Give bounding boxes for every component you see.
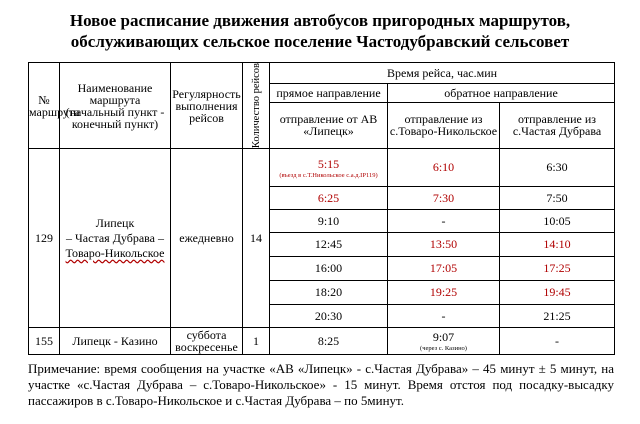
time-cell: 20:30 — [270, 305, 388, 328]
time-cell — [270, 149, 388, 187]
header-dep-tovaro: отправление из с.Товаро-Никольское — [388, 102, 500, 148]
schedule-table — [28, 62, 615, 355]
header-trip-count-text: Количество рейсов — [250, 63, 262, 149]
table-row — [29, 328, 615, 355]
footnote: Примечание: время сообщения на участке «АВ «Липецк» - с.Частая Дубрава» – 45 минут ± 5 минут, на участке «с.Частая Дубрава – с.Товаро-Никольское» - 15 минут. Время отстоя под посадку-высадку пассажиров в с.Товаро-Никольское и с.Частая Дубрава – по 5минут. — [28, 361, 614, 408]
time-cell: 17:05 — [388, 257, 500, 281]
time-cell: 9:10 — [270, 210, 388, 233]
route-129-regularity: ежедневно — [171, 149, 243, 328]
time-cell: 19:45 — [500, 281, 615, 305]
header-forward: прямое направление — [270, 84, 388, 103]
title-line-2: обслуживающих сельское поселение Частодубравский сельсовет — [70, 32, 570, 51]
time-cell: 13:50 — [388, 233, 500, 257]
title-line-1: Новое расписание движения автобусов пригородных маршрутов, — [69, 11, 571, 30]
time-note: (через с. Казино) — [420, 345, 467, 353]
route-129-count: 14 — [243, 149, 270, 328]
time-value: 9:07 — [432, 330, 455, 345]
route-155-regularity: суббота воскресенье — [171, 328, 243, 355]
time-cell: 6:30 — [500, 149, 615, 187]
time-cell: 12:45 — [270, 233, 388, 257]
time-cell: 16:00 — [270, 257, 388, 281]
time-cell: 19:25 — [388, 281, 500, 305]
time-cell: 6:25 — [270, 187, 388, 210]
time-cell: 21:25 — [500, 305, 615, 328]
route-155-number: 155 — [29, 328, 60, 355]
route-129-name-line-3: Товаро-Никольское — [65, 245, 165, 260]
time-cell: 10:05 — [500, 210, 615, 233]
route-129-name-line-1: Липецк — [95, 215, 135, 230]
time-cell — [388, 328, 500, 355]
header-route-number: № маршрута — [29, 63, 60, 149]
header-dep-lipetsk: отправление от АВ «Липецк» — [270, 102, 388, 148]
time-cell: - — [388, 305, 500, 328]
route-129-name-line-2: – Частая Дубрава – — [66, 230, 164, 245]
route-155-count: 1 — [243, 328, 270, 355]
header-dep-chastaya: отправление из с.Частая Дубрава — [500, 102, 615, 148]
route-129-name — [60, 149, 171, 328]
table-row — [29, 149, 615, 187]
document-title — [0, 10, 640, 52]
time-cell: 14:10 — [500, 233, 615, 257]
time-cell: 7:50 — [500, 187, 615, 210]
route-155-name: Липецк - Казино — [60, 328, 171, 355]
route-129-number: 129 — [29, 149, 60, 328]
time-cell: 18:20 — [270, 281, 388, 305]
time-cell: - — [500, 328, 615, 355]
time-cell: 8:25 — [270, 328, 388, 355]
header-backward: обратное направление — [388, 84, 615, 103]
header-trip-count — [243, 63, 270, 149]
header-trip-time: Время рейса, час.мин — [270, 63, 615, 84]
time-cell: 7:30 — [388, 187, 500, 210]
time-note: (въезд в с.Т.Никольское с.а.д.IP119) — [279, 171, 378, 179]
time-cell: - — [388, 210, 500, 233]
time-cell: 17:25 — [500, 257, 615, 281]
header-regularity: Регулярность выполнения рейсов — [171, 63, 243, 149]
time-value: 5:15 — [317, 156, 340, 171]
time-cell: 6:10 — [388, 149, 500, 187]
header-route-name: Наименование маршрута (начальный пункт - конечный пункт) — [60, 63, 171, 149]
